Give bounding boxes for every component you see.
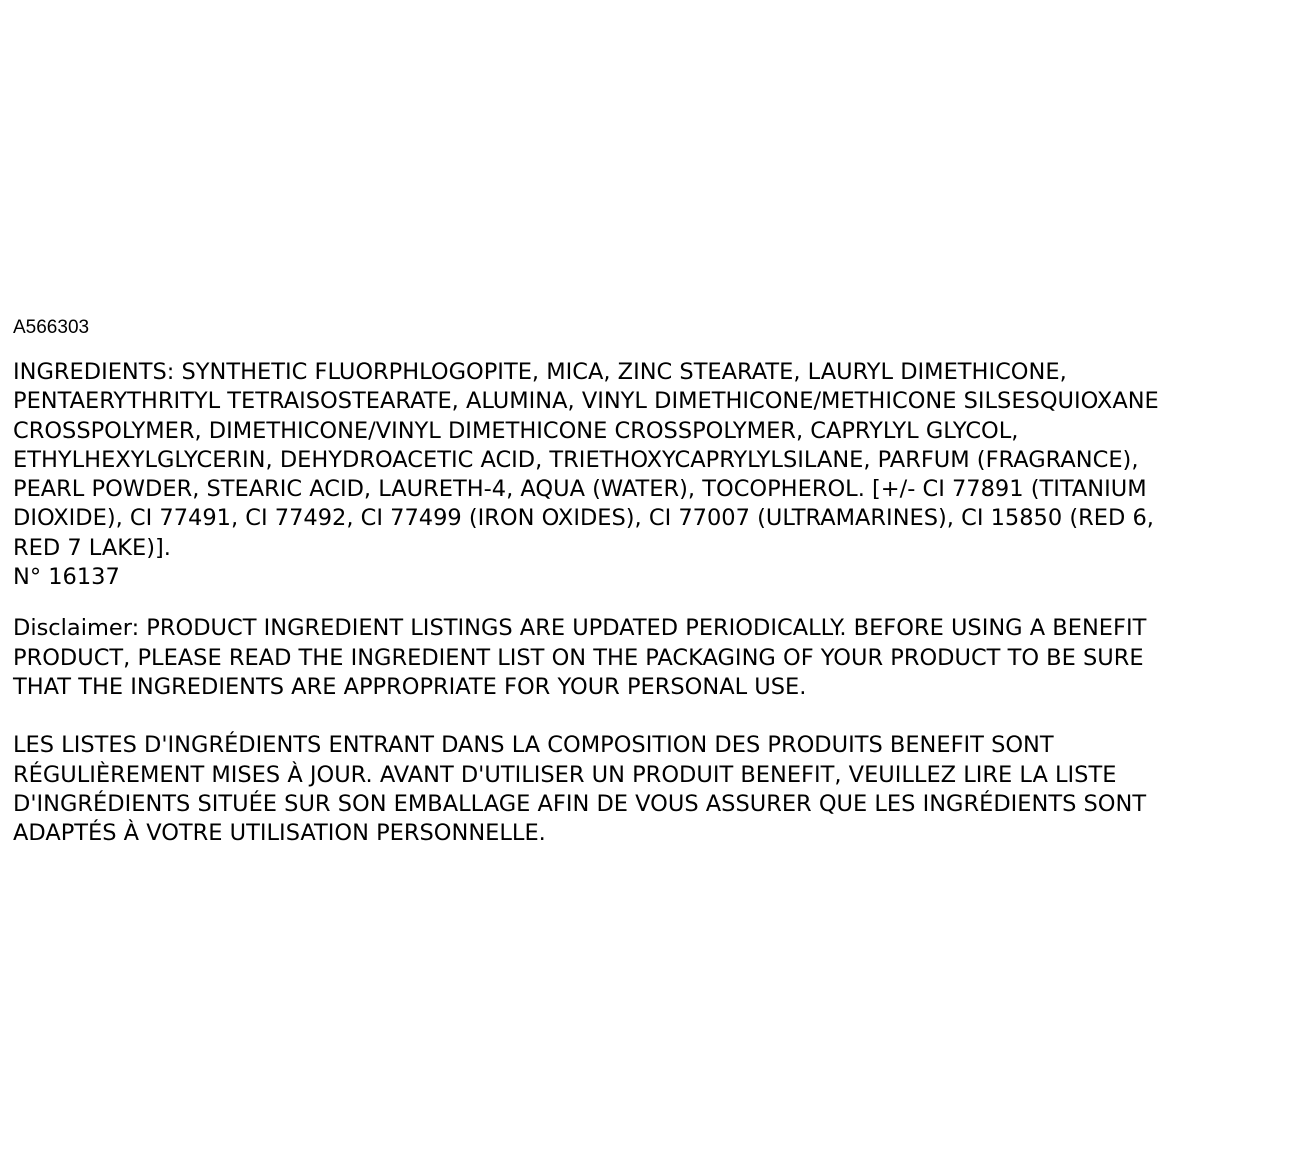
ingredients-line: PENTAERYTHRITYL TETRAISOSTEARATE, ALUMINA, VINYL DIMETHICONE/METHICONE SILSESQUIOXANE [13,388,1159,415]
ingredients-line: ETHYLHEXYLGLYCERIN, DEHYDROACETIC ACID, TRIETHOXYCAPRYLYLSILANE, PARFUM (FRAGRANCE), [13,446,1139,473]
paragraph-spacer [13,702,1308,731]
disclaimer-fr-line: RÉGULIÈREMENT MISES À JOUR. AVANT D'UTILISER UN PRODUIT BENEFIT, VEUILLEZ LIRE LA LISTE [13,761,1117,788]
ingredients-line: INGREDIENTS: SYNTHETIC FLUORPHLOGOPITE, MICA, ZINC STEARATE, LAURYL DIMETHICONE, [13,359,1067,385]
ingredients-line: PEARL POWDER, STEARIC ACID, LAURETH-4, AQUA (WATER), TOCOPHEROL. [+/- CI 77891 (TITANIUM [13,476,1147,503]
ingredients-number: N° 16137 [13,564,120,591]
paragraph-spacer [13,592,1308,614]
ingredients-list [13,358,1308,592]
ingredients-line: CROSSPOLYMER, DIMETHICONE/VINYL DIMETHICONE CROSSPOLYMER, CAPRYLYL GLYCOL, [13,417,1019,444]
disclaimer-french [13,731,1308,848]
disclaimer-fr-line: ADAPTÉS À VOTRE UTILISATION PERSONNELLE. [13,820,546,847]
ingredients-line: DIOXIDE), CI 77491, CI 77492, CI 77499 (IRON OXIDES), CI 77007 (ULTRAMARINES), CI 15850 (RED 6, [13,505,1154,532]
disclaimer-en-line: Disclaimer: PRODUCT INGREDIENT LISTINGS ARE UPDATED PERIODICALLY. BEFORE USING A BENEFIT [13,615,1147,642]
disclaimer-fr-line: LES LISTES D'INGRÉDIENTS ENTRANT DANS LA COMPOSITION DES PRODUITS BENEFIT SONT [13,732,1054,759]
disclaimer-en-line: PRODUCT, PLEASE READ THE INGREDIENT LIST ON THE PACKAGING OF YOUR PRODUCT TO BE SURE [13,644,1144,671]
ingredients-line: RED 7 LAKE)]. [13,534,171,561]
disclaimer-english [13,614,1308,702]
disclaimer-en-line: THAT THE INGREDIENTS ARE APPROPRIATE FOR YOUR PERSONAL USE. [13,673,807,700]
product-code: A566303 [13,317,90,338]
ingredient-document [13,316,1308,848]
disclaimer-fr-line: D'INGRÉDIENTS SITUÉE SUR SON EMBALLAGE AFIN DE VOUS ASSURER QUE LES INGRÉDIENTS SONT [13,790,1147,817]
